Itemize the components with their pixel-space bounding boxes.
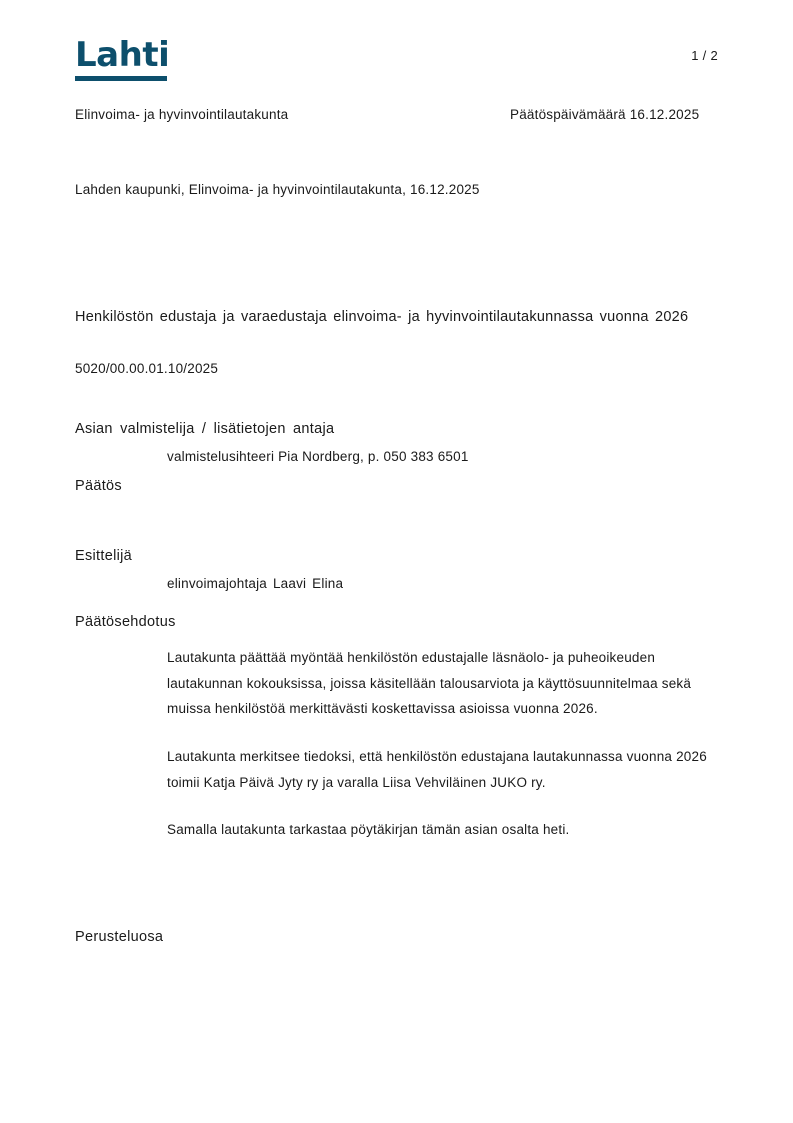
decision-date: Päätöspäivämäärä 16.12.2025: [510, 107, 700, 122]
proposal-paragraph: Lautakunta merkitsee tiedoksi, että henkilöstön edustajana lautakunnassa vuonna 2026 toimii Katja Päivä Jyty ry ja varalla Liisa Vehviläinen JUKO ry.: [167, 748, 707, 790]
section-label-preparer: Asian valmistelija / lisätietojen antaja: [75, 421, 335, 437]
lahti-logo: Lahti: [75, 35, 170, 75]
section-body-proposal: [167, 645, 707, 843]
board-name: Elinvoima- ja hyvinvointilautakunta: [75, 107, 289, 122]
organization-line: Lahden kaupunki, Elinvoima- ja hyvinvointilautakunta, 16.12.2025: [75, 182, 480, 197]
section-label-proposal: Päätösehdotus: [75, 614, 176, 630]
logo-underline-decoration: [75, 76, 167, 81]
proposal-paragraph: Samalla lautakunta tarkastaa pöytäkirjan tämän asian osalta heti.: [167, 822, 570, 838]
page-number: 1 / 2: [691, 48, 718, 63]
section-label-decision: Päätös: [75, 478, 122, 494]
case-id: 5020/00.00.01.10/2025: [75, 361, 219, 376]
case-title: Henkilöstön edustaja ja varaedustaja elinvoima- ja hyvinvointilautakunnassa vuonna 2026: [75, 309, 689, 325]
section-body-preparer: valmistelusihteeri Pia Nordberg, p. 050 383 6501: [167, 449, 469, 464]
proposal-paragraph: Lautakunta päättää myöntää henkilöstön edustajalle läsnäolo- ja puheoikeuden lautakunnan kokouksissa, joissa käsitellään talousarviota ja käyttösuunnitelmaa sekä muissa henkilöstöä merkittävästi koskettavissa asioissa vuonna 2026.: [167, 650, 692, 717]
section-label-rationale: Perusteluosa: [75, 929, 164, 945]
section-label-presenter: Esittelijä: [75, 548, 132, 564]
section-body-presenter: elinvoimajohtaja Laavi Elina: [167, 576, 344, 591]
